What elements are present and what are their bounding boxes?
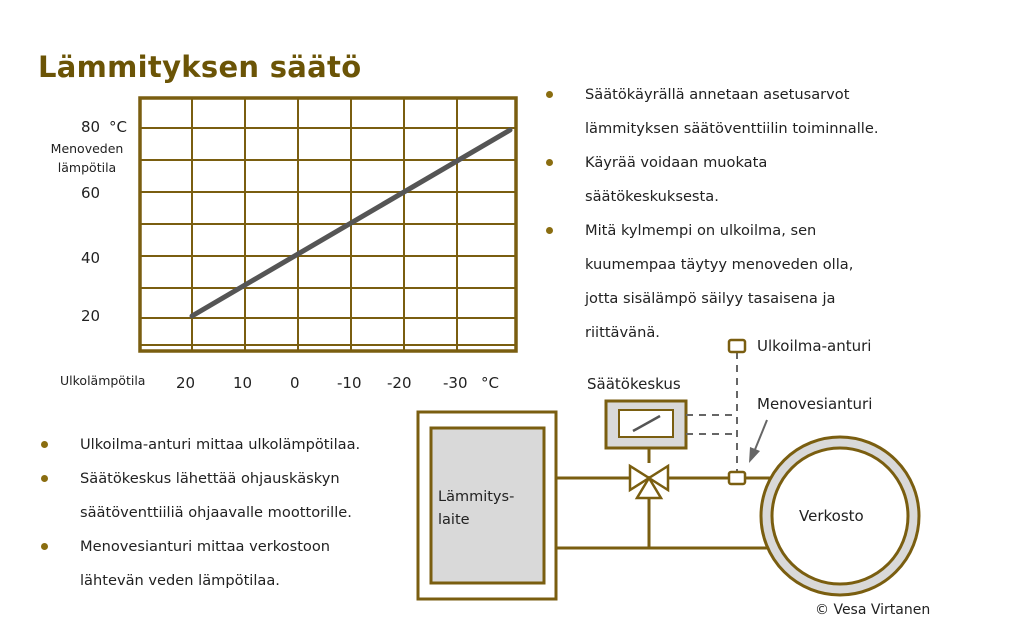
x-tick-0: 0 xyxy=(290,374,300,392)
left-bullet-item: Säätökeskus lähettää ohjauskäskyn säätöventtiiliä ohjaavalle moottorille. xyxy=(36,462,360,530)
signal-lines xyxy=(686,352,737,472)
right-bullet-item: Käyrää voidaan muokata säätökeskuksesta. xyxy=(541,146,878,214)
right-bullet-item: Mitä kylmempi on ulkoilma, sen kuumempaa täytyy menoveden olla, jotta sisälämpö säilyy tasaisena ja riittävänä. xyxy=(541,214,878,350)
y-axis-name-line1: Menoveden xyxy=(50,141,124,156)
x-tick-m30: -30 xyxy=(443,374,468,392)
controller-label: Säätökeskus xyxy=(587,375,681,393)
right-bullet-item: Säätökäyrällä annetaan asetusarvot lämmityksen säätöventtiilin toiminnalle. xyxy=(541,78,878,146)
x-tick-m10: -10 xyxy=(337,374,362,392)
heater-label-line1: Lämmitys- xyxy=(438,489,515,505)
valve-icon xyxy=(630,466,668,498)
network-label: Verkosto xyxy=(799,507,864,525)
sensor-pointer-line xyxy=(754,420,767,452)
sensor-pointer-arrowhead xyxy=(749,447,760,463)
copyright: © Vesa Virtanen xyxy=(815,602,931,618)
x-unit-label: °C xyxy=(481,374,499,392)
left-bullet-item: Menovesianturi mittaa verkostoon lähtevän veden lämpötilaa. xyxy=(36,530,360,598)
outdoor-sensor-icon xyxy=(729,340,745,352)
y-tick-40: 40 xyxy=(81,249,101,267)
supply-sensor-label: Menovesianturi xyxy=(757,395,873,413)
y-tick-20: 20 xyxy=(81,307,101,325)
y-tick-80: 80 xyxy=(81,118,101,136)
heater-label-line2: laite xyxy=(438,512,470,528)
x-axis-name: Ulkolämpötila xyxy=(60,373,146,388)
y-tick-60: 60 xyxy=(81,184,101,202)
x-tick-m20: -20 xyxy=(387,374,412,392)
x-tick-20: 20 xyxy=(176,374,196,392)
pipes xyxy=(556,448,772,548)
left-bullet-item: Ulkoilma-anturi mittaa ulkolämpötilaa. xyxy=(36,428,360,462)
heater-inner xyxy=(431,428,544,583)
x-tick-10: 10 xyxy=(233,374,253,392)
y-unit-label: °C xyxy=(109,118,127,136)
page-title: Lämmityksen säätö xyxy=(38,50,362,84)
y-axis-name-line2: lämpötila xyxy=(57,160,117,175)
supply-sensor-icon xyxy=(729,472,745,484)
outdoor-sensor-label: Ulkoilma-anturi xyxy=(757,337,872,355)
